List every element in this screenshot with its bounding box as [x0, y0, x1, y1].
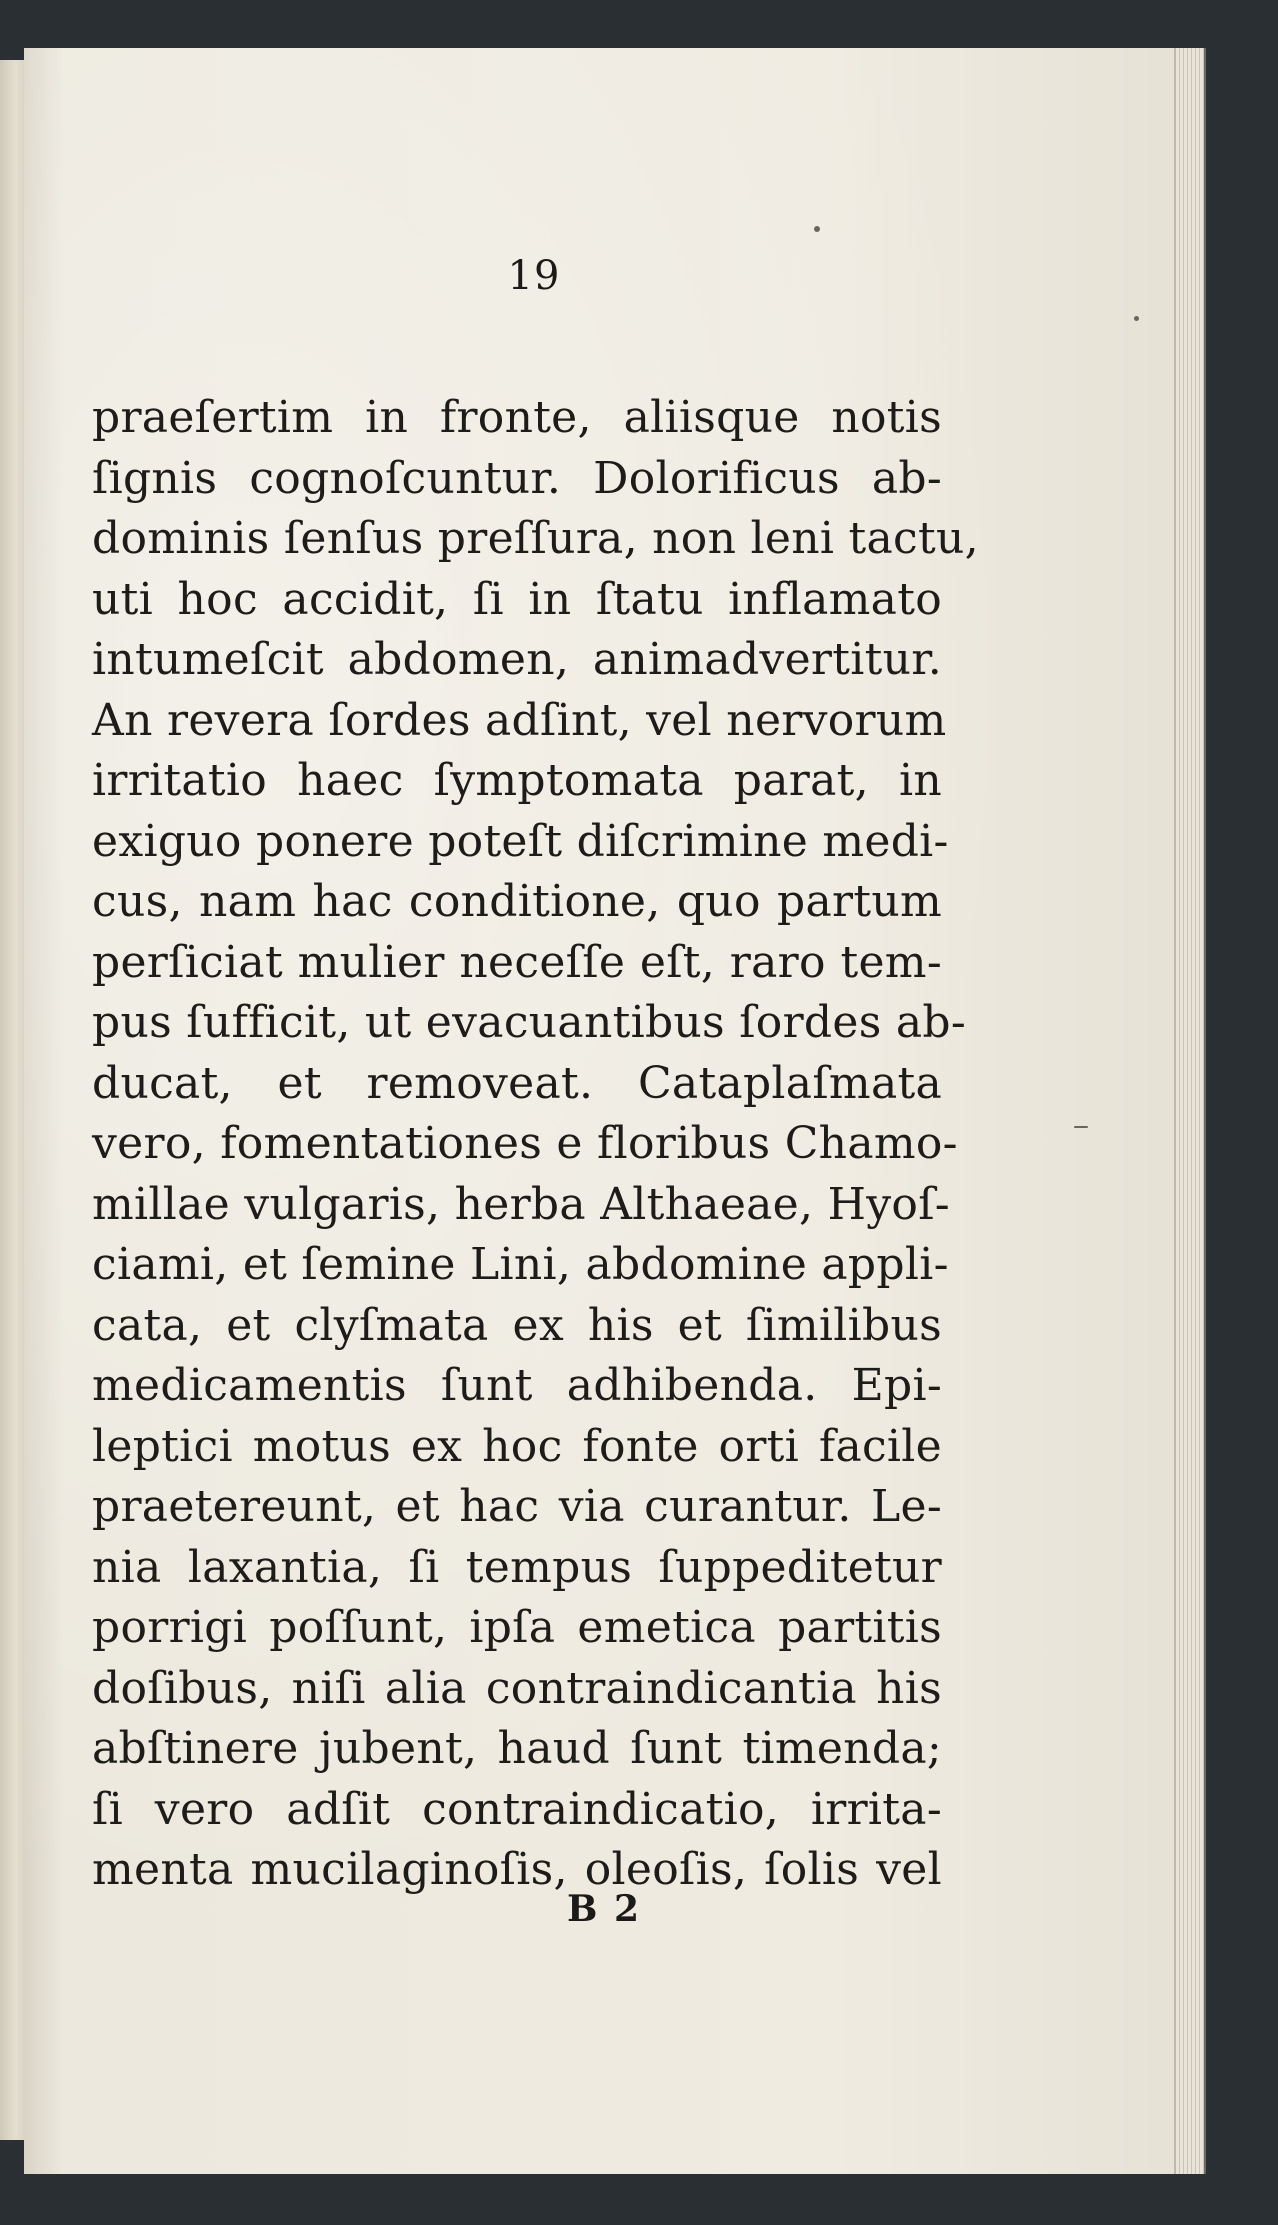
text-line: menta mucilaginoſis, oleoſis, ſolis vel — [92, 1844, 942, 1895]
page-number: 19 — [507, 253, 561, 299]
text-line: ciami, et ſemine Lini, abdomine appli- — [92, 1239, 949, 1290]
text-line: ſignis cognoſcuntur. Dolorificus ab- — [92, 452, 942, 504]
text-line: leptici motus ex hoc fonte orti facile — [92, 1420, 942, 1472]
text-line: exiguo ponere poteſt diſcrimine medi- — [92, 815, 949, 867]
paper-speck — [1134, 316, 1139, 321]
book-page — [24, 48, 1174, 2174]
text-line: porrigi poſſunt, ipſa emetica partitis — [92, 1602, 942, 1653]
paper-speck — [814, 226, 820, 232]
text-line: ſi vero adſit contraindicatio, irrita- — [92, 1783, 942, 1835]
text-line: cata, et clyſmata ex his et ſimilibus — [92, 1299, 942, 1351]
signature-mark: B 2 — [566, 1888, 641, 1930]
text-line: perſiciat mulier neceſſe eſt, raro tem- — [92, 936, 942, 988]
text-line: uti hoc accidit, ſi in ſtatu inflamato — [92, 573, 942, 625]
text-line: doſibus, niſi alia contraindicantia his — [92, 1662, 942, 1714]
paper-speck — [1074, 1126, 1088, 1128]
text-line: intumeſcit abdomen, animadvertitur. — [92, 634, 942, 685]
text-line: millae vulgaris, herba Althaeae, Hyoſ- — [92, 1178, 950, 1230]
adjacent-page-edge — [0, 60, 27, 2140]
text-line: vero, fomentationes e floribus Chamo- — [92, 1118, 958, 1169]
text-line: praeſertim in fronte, aliisque notis — [92, 392, 942, 443]
text-line: praetereunt, et hac via curantur. Le- — [92, 1481, 942, 1532]
text-line: nia laxantia, ſi tempus ſuppeditetur — [92, 1541, 942, 1593]
text-line: abſtinere jubent, haud ſunt timenda; — [92, 1723, 942, 1774]
text-line: cus, nam hac conditione, quo partum — [92, 876, 942, 927]
text-line: An revera ſordes adſint, vel nervorum — [92, 694, 947, 746]
text-line: medicamentis ſunt adhibenda. Epi- — [92, 1360, 942, 1411]
text-line: ducat, et removeat. Cataplaſmata — [92, 1057, 942, 1109]
text-line: dominis ſenſus preſſura, non leni tactu, — [92, 513, 979, 564]
text-line: irritatio haec ſymptomata parat, in — [92, 755, 942, 806]
body-text — [92, 388, 979, 1901]
text-line: pus ſufficit, ut evacuantibus ſordes ab- — [92, 997, 967, 1048]
